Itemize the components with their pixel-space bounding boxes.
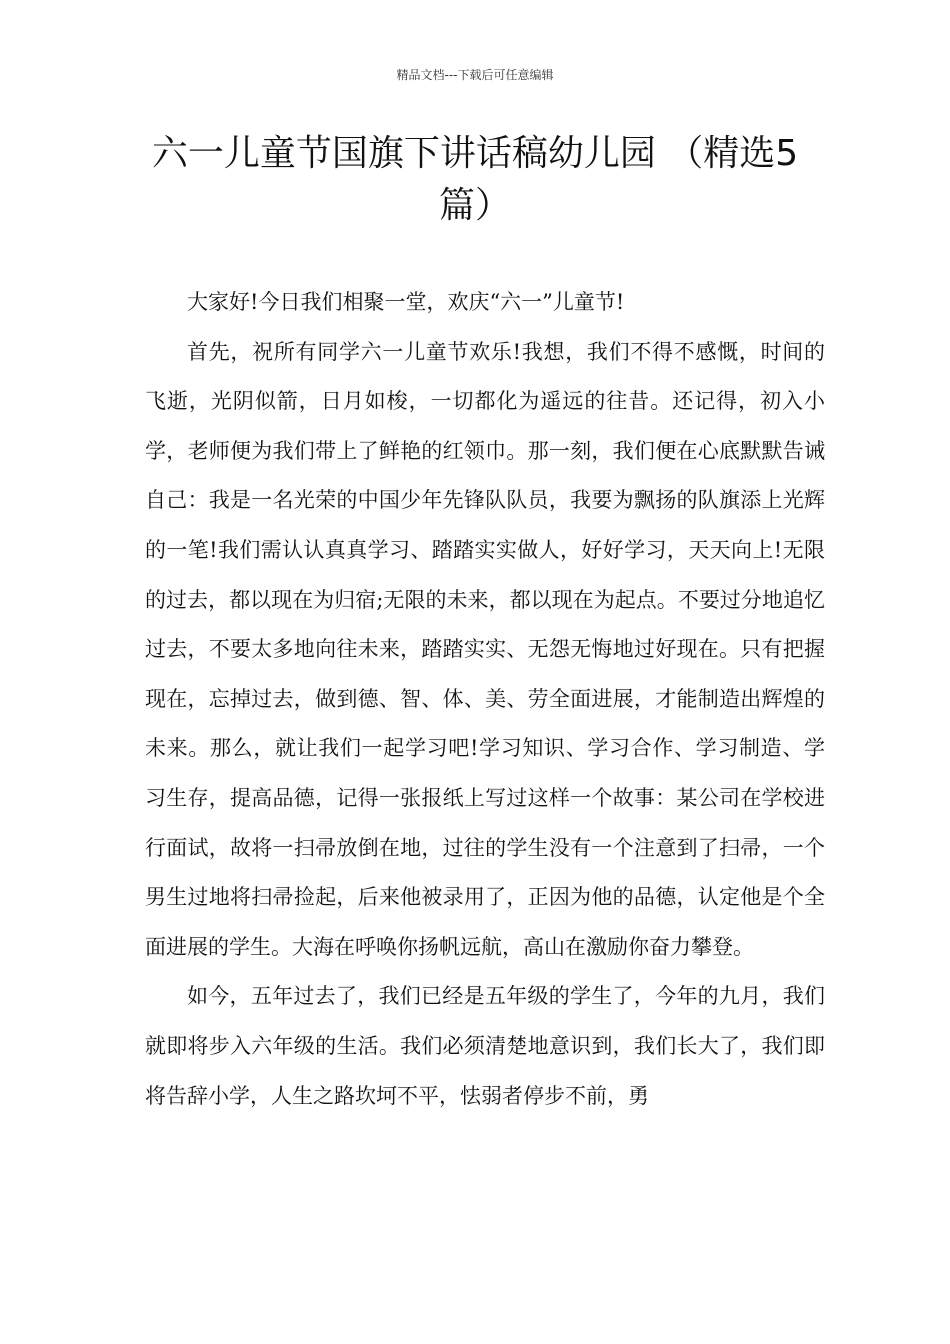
document-body: [145, 278, 825, 1121]
paragraph: 如今，五年过去了，我们已经是五年级的学生了，今年的九月，我们就即将步入六年级的生活。我们必须清楚地意识到，我们长大了，我们即将告辞小学，人生之路坎坷不平，怯弱者停步不前，勇: [145, 984, 825, 1108]
paragraph: 大家好!今日我们相聚一堂，欢庆“六一”儿童节!: [187, 290, 625, 314]
paragraph: 首先，祝所有同学六一儿童节欢乐!我想，我们不得不感慨，时间的飞逝，光阴似箭，日月如梭，一切都化为遥远的往昔。还记得，初入小学，老师便为我们带上了鲜艳的红领巾。那一刻，我们便在心底默默告诫自己：我是一名光荣的中国少年先锋队队员，我要为飘扬的队旗添上光辉的一笔!我们需认认真真学习、踏踏实实做人，好好学习，天天向上!无限的过去，都以现在为归宿;无限的未来，都以现在为起点。不要过分地追忆过去，不要太多地向往未来，踏踏实实、无怨无悔地过好现在。只有把握现在，忘掉过去，做到德、智、体、美、劳全面进展，才能制造出辉煌的未来。那么，就让我们一起学习吧!学习知识、学习合作、学习制造、学习生存，提高品德，记得一张报纸上写过这样一个故事：某公司在学校进行面试，故将一扫帚放倒在地，过往的学生没有一个注意到了扫帚，一个男生过地将扫帚捡起，后来他被录用了，正因为他的品德，认定他是个全面进展的学生。大海在呼唤你扬帆远航，高山在激励你奋力攀登。: [145, 339, 825, 959]
document-title: 六一儿童节国旗下讲话稿幼儿园 （精选5篇）: [151, 133, 799, 226]
header-note: 精品文档---下载后可任意编辑: [396, 68, 554, 82]
